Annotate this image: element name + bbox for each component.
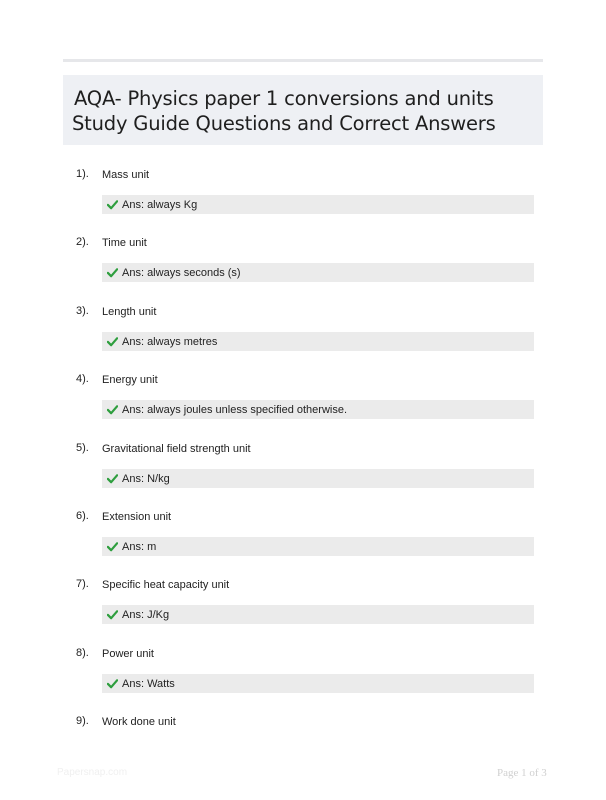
answer-box <box>102 674 534 693</box>
check-icon <box>107 267 118 278</box>
check-icon <box>107 404 118 415</box>
answer-text: Ans: N/kg <box>122 472 170 485</box>
question-text: Mass unit <box>102 169 150 181</box>
answer-box <box>102 400 534 419</box>
check-icon <box>107 199 118 210</box>
question-text: Length unit <box>102 306 157 318</box>
answer-text: Ans: always joules unless specified otherwise. <box>122 403 348 416</box>
question-text: Extension unit <box>102 511 172 523</box>
check-icon <box>107 336 118 347</box>
answer-box <box>102 537 534 556</box>
page-title-line-1: AQA- Physics paper 1 conversions and units <box>74 87 494 110</box>
question-number: 7). <box>76 578 89 590</box>
question-text: Energy unit <box>102 374 158 386</box>
answer-text: Ans: Watts <box>122 677 175 690</box>
question-number: 5). <box>76 442 89 454</box>
question-text: Work done unit <box>102 716 176 728</box>
check-icon <box>107 541 118 552</box>
check-icon <box>107 609 118 620</box>
answer-text: Ans: always metres <box>122 335 218 348</box>
answer-box <box>102 605 534 624</box>
question-number: 6). <box>76 510 89 522</box>
answer-box <box>102 332 534 351</box>
answer-text: Ans: always seconds (s) <box>122 266 241 279</box>
question-number: 9). <box>76 715 89 727</box>
question-number: 1). <box>76 168 89 180</box>
check-icon <box>107 473 118 484</box>
top-divider <box>63 59 543 62</box>
title-banner <box>63 75 543 145</box>
answer-box <box>102 469 534 488</box>
check-icon <box>107 678 118 689</box>
page-number: Page 1 of 3 <box>497 767 547 779</box>
question-number: 3). <box>76 305 89 317</box>
answer-text: Ans: m <box>122 540 157 553</box>
question-text: Power unit <box>102 648 154 660</box>
question-number: 4). <box>76 373 89 385</box>
question-text: Specific heat capacity unit <box>102 579 230 591</box>
answer-text: Ans: J/Kg <box>122 608 170 621</box>
answer-text: Ans: always Kg <box>122 198 198 211</box>
answer-box <box>102 195 534 214</box>
question-number: 8). <box>76 647 89 659</box>
question-text: Gravitational field strength unit <box>102 443 251 455</box>
footer-watermark: Papersnap.com <box>57 767 128 778</box>
page-title-line-2: Study Guide Questions and Correct Answers <box>72 112 496 135</box>
question-text: Time unit <box>102 237 147 249</box>
question-number: 2). <box>76 236 89 248</box>
answer-box <box>102 263 534 282</box>
